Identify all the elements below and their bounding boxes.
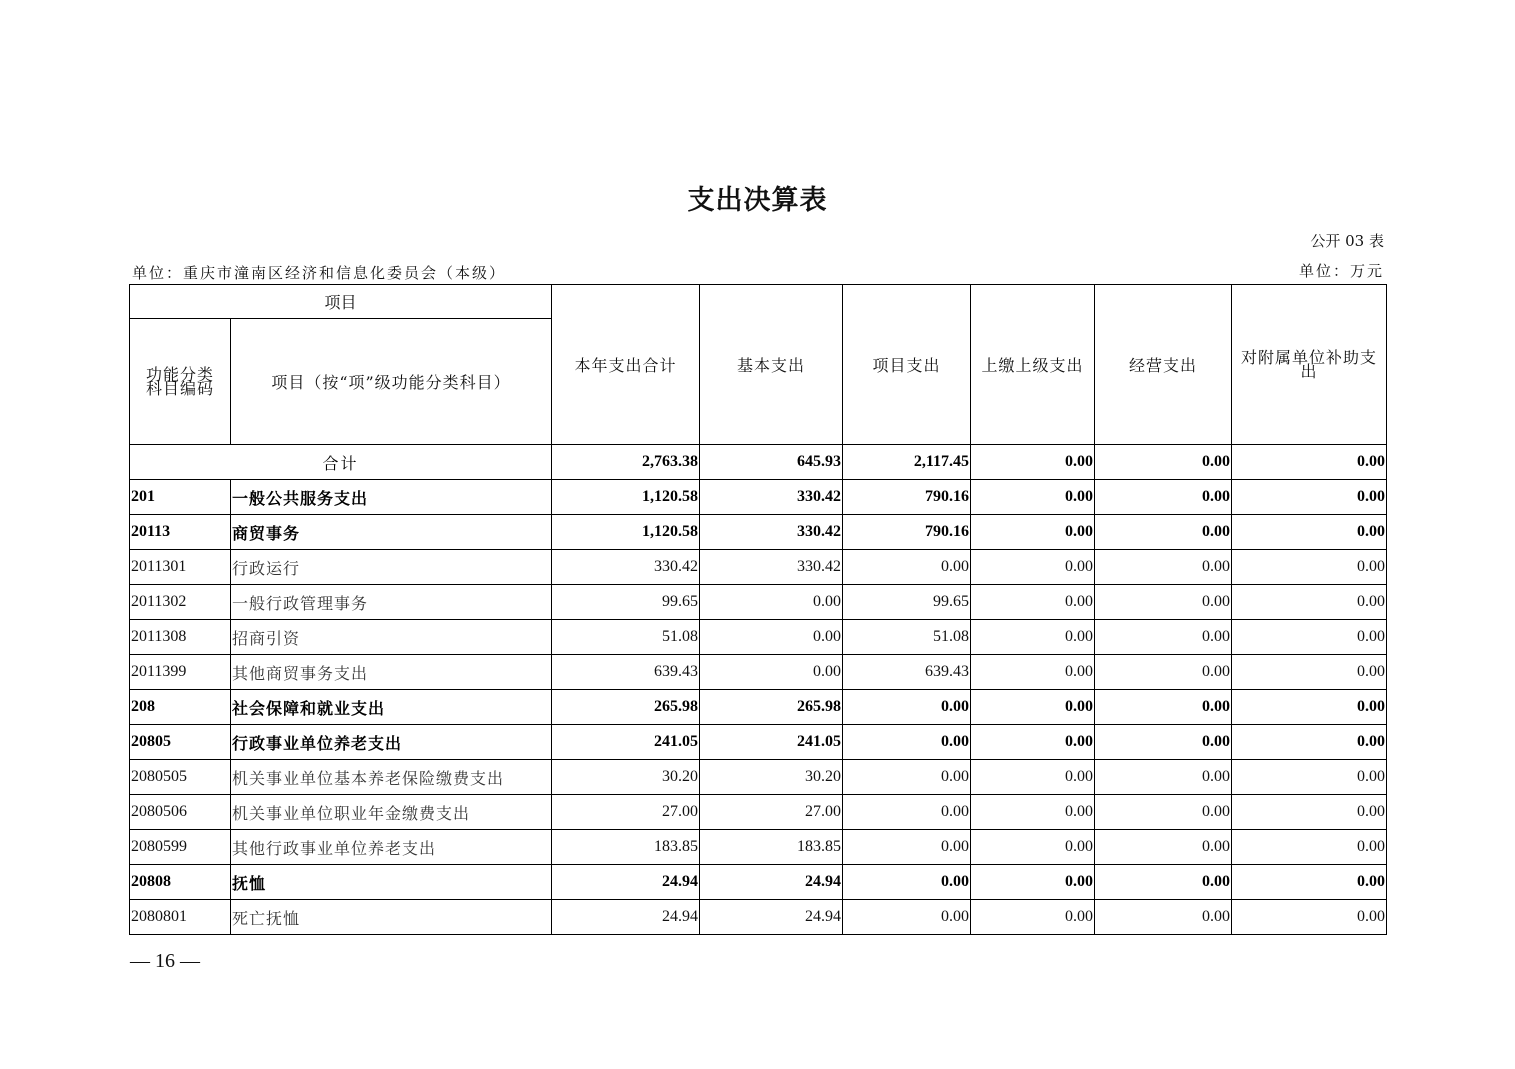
row-name: 机关事业单位职业年金缴费支出 <box>231 795 552 830</box>
row-value: 0.00 <box>971 760 1095 795</box>
row-value: 0.00 <box>1095 585 1232 620</box>
row-code: 2011308 <box>130 620 231 655</box>
row-code: 20805 <box>130 725 231 760</box>
row-value: 265.98 <box>700 690 843 725</box>
table-row <box>130 760 1387 795</box>
row-value: 330.42 <box>700 515 843 550</box>
row-value: 241.05 <box>552 725 700 760</box>
row-value: 0.00 <box>1232 795 1387 830</box>
row-value: 0.00 <box>971 900 1095 935</box>
header-basic: 基本支出 <box>700 285 843 445</box>
row-name: 社会保障和就业支出 <box>231 690 552 725</box>
row-name: 死亡抚恤 <box>231 900 552 935</box>
row-code: 2080801 <box>130 900 231 935</box>
row-value: 0.00 <box>1095 655 1232 690</box>
total-row <box>130 445 1387 480</box>
row-value: 0.00 <box>971 585 1095 620</box>
row-value: 0.00 <box>1232 515 1387 550</box>
row-value: 0.00 <box>843 690 971 725</box>
row-code: 2080505 <box>130 760 231 795</box>
row-value: 1,120.58 <box>552 515 700 550</box>
row-value: 1,120.58 <box>552 480 700 515</box>
row-code: 20113 <box>130 515 231 550</box>
row-value: 330.42 <box>552 550 700 585</box>
row-value: 241.05 <box>700 725 843 760</box>
total-label: 合计 <box>130 445 552 480</box>
header-project: 项目 <box>130 285 552 319</box>
header-subsidy: 对附属单位补助支出 <box>1232 285 1387 445</box>
row-value: 0.00 <box>1232 585 1387 620</box>
expenditure-table <box>129 284 1387 935</box>
row-value: 0.00 <box>1095 480 1232 515</box>
total-cell: 2,117.45 <box>843 445 971 480</box>
header-business: 经营支出 <box>1095 285 1232 445</box>
row-value: 24.94 <box>552 865 700 900</box>
row-value: 0.00 <box>843 760 971 795</box>
row-value: 0.00 <box>1232 725 1387 760</box>
row-value: 24.94 <box>552 900 700 935</box>
table-row <box>130 865 1387 900</box>
row-code: 2080599 <box>130 830 231 865</box>
row-value: 0.00 <box>1232 550 1387 585</box>
row-value: 0.00 <box>1232 480 1387 515</box>
row-value: 0.00 <box>843 830 971 865</box>
row-value: 0.00 <box>971 795 1095 830</box>
row-value: 30.20 <box>700 760 843 795</box>
table-row <box>130 900 1387 935</box>
row-value: 0.00 <box>971 725 1095 760</box>
table-row <box>130 480 1387 515</box>
table-row <box>130 515 1387 550</box>
row-value: 0.00 <box>1095 900 1232 935</box>
total-cell: 645.93 <box>700 445 843 480</box>
row-value: 24.94 <box>700 865 843 900</box>
row-value: 99.65 <box>843 585 971 620</box>
table-row <box>130 830 1387 865</box>
header-row-1 <box>130 285 1387 319</box>
row-value: 790.16 <box>843 480 971 515</box>
row-value: 0.00 <box>843 900 971 935</box>
row-value: 0.00 <box>1095 620 1232 655</box>
row-value: 0.00 <box>971 690 1095 725</box>
row-value: 0.00 <box>971 515 1095 550</box>
row-code: 2011399 <box>130 655 231 690</box>
row-value: 0.00 <box>971 550 1095 585</box>
row-name: 行政运行 <box>231 550 552 585</box>
header-project-expenditure: 项目支出 <box>843 285 971 445</box>
row-value: 0.00 <box>1095 515 1232 550</box>
row-value: 0.00 <box>1232 690 1387 725</box>
row-value: 99.65 <box>552 585 700 620</box>
row-value: 639.43 <box>843 655 971 690</box>
row-value: 330.42 <box>700 550 843 585</box>
row-value: 51.08 <box>843 620 971 655</box>
row-value: 24.94 <box>700 900 843 935</box>
row-code: 2080506 <box>130 795 231 830</box>
reporting-unit: 单位：重庆市潼南区经济和信息化委员会（本级） <box>132 264 507 282</box>
row-value: 0.00 <box>700 655 843 690</box>
table-row <box>130 795 1387 830</box>
row-value: 0.00 <box>971 655 1095 690</box>
row-code: 208 <box>130 690 231 725</box>
row-value: 0.00 <box>1095 830 1232 865</box>
row-value: 0.00 <box>1232 830 1387 865</box>
row-value: 0.00 <box>1095 760 1232 795</box>
row-value: 0.00 <box>1232 760 1387 795</box>
row-name: 商贸事务 <box>231 515 552 550</box>
table-row <box>130 655 1387 690</box>
page-number: — 16 — <box>130 950 200 972</box>
row-code: 2011301 <box>130 550 231 585</box>
row-value: 0.00 <box>843 865 971 900</box>
row-value: 0.00 <box>1095 690 1232 725</box>
total-cell: 2,763.38 <box>552 445 700 480</box>
row-value: 265.98 <box>552 690 700 725</box>
row-value: 0.00 <box>971 830 1095 865</box>
header-item: 项目（按“项”级功能分类科目） <box>231 319 552 445</box>
row-code: 201 <box>130 480 231 515</box>
row-value: 30.20 <box>552 760 700 795</box>
row-name: 一般公共服务支出 <box>231 480 552 515</box>
total-cell: 0.00 <box>1095 445 1232 480</box>
page-title: 支出决算表 <box>687 185 828 216</box>
total-cell: 0.00 <box>1232 445 1387 480</box>
table-row <box>130 690 1387 725</box>
row-name: 招商引资 <box>231 620 552 655</box>
row-value: 0.00 <box>1095 795 1232 830</box>
table-row <box>130 725 1387 760</box>
row-code: 20808 <box>130 865 231 900</box>
row-value: 0.00 <box>971 480 1095 515</box>
row-value: 0.00 <box>1232 865 1387 900</box>
row-value: 0.00 <box>971 620 1095 655</box>
form-number: 公开 03 表 <box>1310 232 1384 250</box>
row-name: 其他行政事业单位养老支出 <box>231 830 552 865</box>
row-value: 183.85 <box>552 830 700 865</box>
total-cell: 0.00 <box>971 445 1095 480</box>
row-name: 行政事业单位养老支出 <box>231 725 552 760</box>
row-name: 抚恤 <box>231 865 552 900</box>
row-value: 0.00 <box>843 550 971 585</box>
row-value: 0.00 <box>1232 900 1387 935</box>
row-value: 0.00 <box>1095 550 1232 585</box>
row-value: 0.00 <box>1232 655 1387 690</box>
currency-unit: 单位：万元 <box>1298 262 1384 280</box>
row-value: 330.42 <box>700 480 843 515</box>
row-value: 27.00 <box>700 795 843 830</box>
row-value: 0.00 <box>1232 620 1387 655</box>
row-value: 0.00 <box>700 620 843 655</box>
row-value: 0.00 <box>971 865 1095 900</box>
row-name: 一般行政管理事务 <box>231 585 552 620</box>
table-body <box>130 480 1387 935</box>
header-code: 功能分类科目编码 <box>130 319 231 445</box>
table-row <box>130 620 1387 655</box>
table-row <box>130 550 1387 585</box>
table-row <box>130 585 1387 620</box>
row-value: 0.00 <box>843 725 971 760</box>
header-total: 本年支出合计 <box>552 285 700 445</box>
row-value: 0.00 <box>1095 865 1232 900</box>
row-value: 0.00 <box>700 585 843 620</box>
row-value: 51.08 <box>552 620 700 655</box>
header-upper-remittance: 上缴上级支出 <box>971 285 1095 445</box>
row-value: 27.00 <box>552 795 700 830</box>
row-value: 0.00 <box>1095 725 1232 760</box>
row-name: 机关事业单位基本养老保险缴费支出 <box>231 760 552 795</box>
row-code: 2011302 <box>130 585 231 620</box>
row-value: 0.00 <box>843 795 971 830</box>
row-value: 639.43 <box>552 655 700 690</box>
row-value: 790.16 <box>843 515 971 550</box>
row-name: 其他商贸事务支出 <box>231 655 552 690</box>
row-value: 183.85 <box>700 830 843 865</box>
